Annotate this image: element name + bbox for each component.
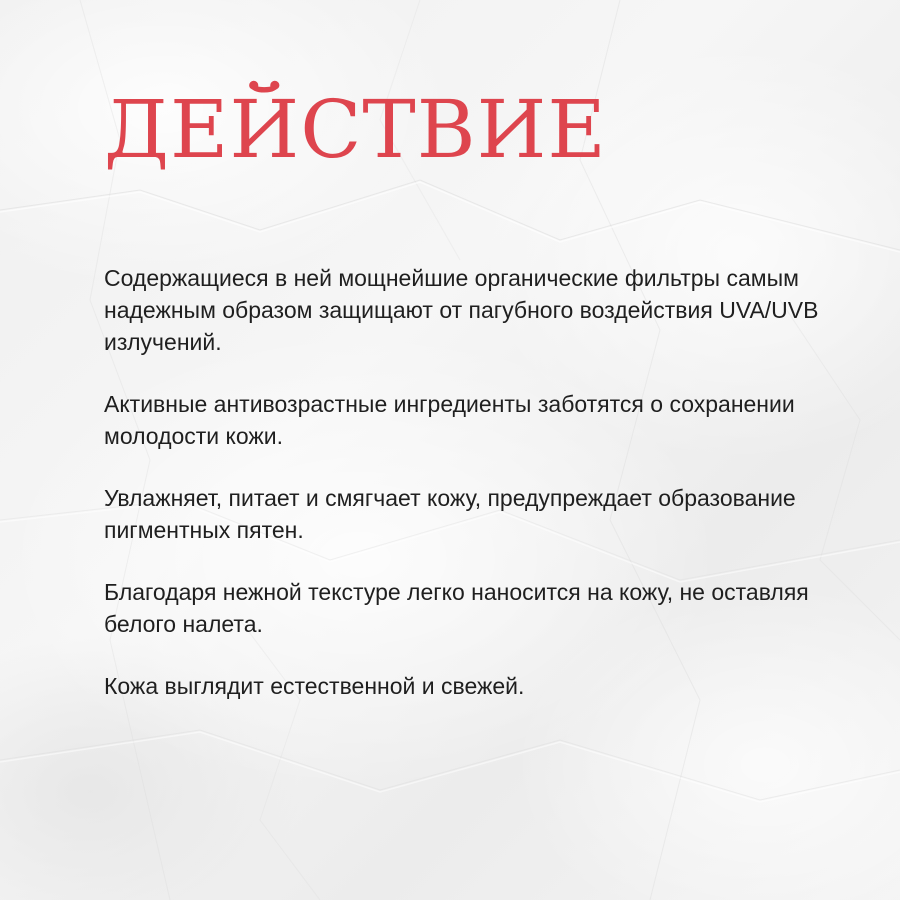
description-paragraph-result: Кожа выглядит естественной и свежей.	[104, 673, 525, 699]
description-paragraph-filters: Содержащиеся в ней мощнейшие органические фильтры самым надежным образом защищают от пагубного воздействия UVA/UVB излучений.	[104, 265, 819, 355]
description-paragraph-moisturize: Увлажняет, питает и смягчает кожу, предупреждает образование пигментных пятен.	[104, 485, 796, 543]
page-title: ДЕЙСТВИЕ	[104, 83, 607, 176]
description-list	[104, 262, 824, 702]
description-paragraph-anti-age: Активные антивозрастные ингредиенты заботятся о сохранении молодости кожи.	[104, 391, 795, 449]
main-content	[104, 84, 824, 732]
description-paragraph-texture: Благодаря нежной текстуре легко наносится на кожу, не оставляя белого налета.	[104, 579, 809, 637]
